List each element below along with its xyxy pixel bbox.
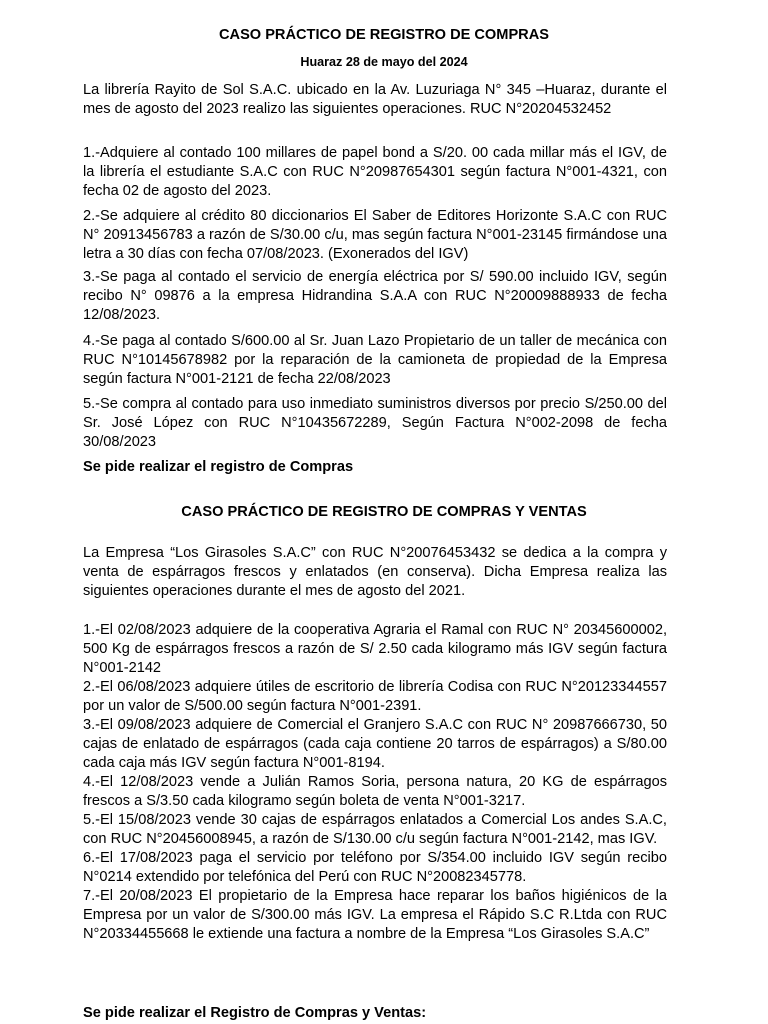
case2-operations-list [83,621,667,944]
case1-operation-2: 2.-Se adquiere al crédito 80 diccionarios El Saber de Editores Horizonte S.A.C con RUC N° 20913456783 a razón de S/30.00 c/u, mas según factura N°001-23145 firmándose una letra a 30 días con fecha 07/08/2023. (Exonerados del IGV) [83,208,667,262]
case2-operation-5: 5.-El 15/08/2023 vende 30 cajas de espárragos enlatados a Comercial Los andes S.A.C, con RUC N°20456008945, a razón de S/130.00 c/u según factura N°001-2142, mas IGV. [83,812,667,847]
case1-title: CASO PRÁCTICO DE REGISTRO DE COMPRAS [218,27,549,43]
case2-operation-3: 3.-El 09/08/2023 adquiere de Comercial el Granjero S.A.C con RUC N° 20987666730, 50 cajas de enlatado de espárragos (cada caja contiene 20 tarros de espárragos) a S/80.00 cada caja más IGV según factura N°001-8194. [83,717,667,771]
case1-intro: La librería Rayito de Sol S.A.C. ubicado en la Av. Luzuriaga N° 345 –Huaraz, durante el mes de agosto del 2023 realizo las siguientes operaciones. RUC N°20204532452 [83,82,667,117]
case2-operation-1: 1.-El 02/08/2023 adquiere de la cooperativa Agraria el Ramal con RUC N° 20345600002, 500 Kg de espárragos frescos a razón de S/ 2.50 cada kilogramo más IGV según factura N°001-2142 [83,622,667,676]
case1-date: Huaraz 28 de mayo del 2024 [300,55,468,69]
case1-operation-5: 5.-Se compra al contado para uso inmediato suministros diversos por precio S/250.00 del Sr. José López con RUC N°10435672289, Según Factura N°002-2098 de fecha 30/08/2023 [83,396,667,450]
case1-instruction: Se pide realizar el registro de Compras [83,459,354,475]
case2-title: CASO PRÁCTICO DE REGISTRO DE COMPRAS Y VENTAS [181,504,587,520]
case1-operation-1: 1.-Adquiere al contado 100 millares de papel bond a S/20. 00 cada millar más el IGV, de la librería el estudiante S.A.C con RUC N°20987654301 según factura N°001-4321, con fecha 02 de agosto del 2023. [83,145,667,199]
case1-operation-3: 3.-Se paga al contado el servicio de energía eléctrica por S/ 590.00 incluido IGV, según recibo N° 09876 a la empresa Hidrandina S.A.A con RUC N°20009888933 de fecha 12/08/2023. [83,269,667,323]
case2-operation-7: 7.-El 20/08/2023 El propietario de la Empresa hace reparar los baños higiénicos de la Empresa por un valor de S/300.00 más IGV. La empresa el Rápido S.C R.Ltda con RUC N°20334455668 le extiende una factura a nombre de la Empresa “Los Girasoles S.A.C” [83,888,667,942]
case2-intro: La Empresa “Los Girasoles S.A.C” con RUC N°20076453432 se dedica a la compra y venta de espárragos frescos y enlatados (en conserva). Dicha Empresa realiza las siguientes operaciones durante el mes de agosto del 2021. [83,545,667,599]
case1-operation-4: 4.-Se paga al contado S/600.00 al Sr. Juan Lazo Propietario de un taller de mecánica con RUC N°10145678982 por la reparación de la camioneta de propiedad de la Empresa según factura N°001-2121 de fecha 22/08/2023 [83,333,667,387]
case2-operation-4: 4.-El 12/08/2023 vende a Julián Ramos Soria, persona natura, 20 KG de espárragos frescos a S/3.50 cada kilogramo según boleta de venta N°001-3217. [83,774,667,809]
case2-operation-2: 2.-El 06/08/2023 adquiere útiles de escritorio de librería Codisa con RUC N°20123344557 por un valor de S/500.00 según factura N°001-2391. [83,679,667,714]
case2-operation-6: 6.-El 17/08/2023 paga el servicio por teléfono por S/354.00 incluido IGV según recibo N°0214 extendido por telefónica del Perú con RUC N°20082345778. [83,850,667,885]
case2-instruction: Se pide realizar el Registro de Compras y Ventas: [83,1005,427,1021]
